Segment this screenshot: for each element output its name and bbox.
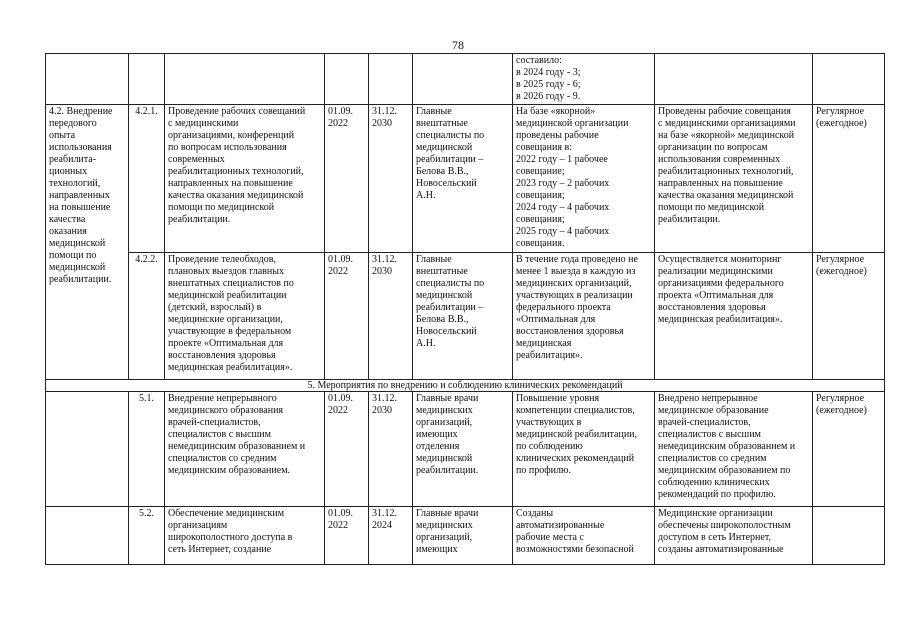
cell-line: автоматизированные xyxy=(516,520,605,531)
cell-line: помощи по xyxy=(49,250,97,261)
cell-line: А.Н. xyxy=(416,338,436,349)
section-row xyxy=(46,380,885,392)
cell-line: реабилитации – xyxy=(416,154,484,165)
cell-line: специалистов с высшим xyxy=(658,429,761,440)
cell-line: Главные врачи xyxy=(416,508,479,519)
group-cell xyxy=(46,105,129,380)
num-cell: 4.2.2. xyxy=(129,253,165,380)
cell-line: «Оптимальная для xyxy=(516,314,596,325)
cell-line: (детский, взрослый) в xyxy=(168,302,262,313)
group-cell xyxy=(46,392,129,507)
cell-line: Регулярное xyxy=(816,393,865,404)
cell-line: на базе «якорной» медицинской xyxy=(658,130,795,141)
cell-line: восстановления здоровья xyxy=(168,350,276,361)
cell-line: 2030 xyxy=(372,266,392,277)
end-cell xyxy=(369,54,413,105)
cell-line: реализации медицинскими xyxy=(658,266,773,277)
cell-line: соблюдению клинических xyxy=(658,477,770,488)
cell-line: организации по вопросам xyxy=(658,142,768,153)
cell-line: плановых выездов главных xyxy=(168,266,284,277)
cell-line: на повышение xyxy=(49,202,111,213)
periodicity-cell xyxy=(813,507,885,565)
cell-line: широкополостного доступа в xyxy=(168,532,293,543)
cell-line: врачей-специалистов, xyxy=(658,417,751,428)
cell-line: медицинской организации xyxy=(516,118,629,129)
cell-line: опыта xyxy=(49,130,76,141)
cell-line: качества xyxy=(49,214,86,225)
page-number: 78 xyxy=(452,38,464,52)
cell-line: составило: xyxy=(516,55,562,66)
cell-line: восстановления здоровья xyxy=(516,326,624,337)
table-row xyxy=(46,253,885,380)
periodicity-cell xyxy=(813,105,885,253)
end-cell xyxy=(369,105,413,253)
start-cell xyxy=(325,507,369,565)
cell-line: доступом в сеть Интернет, xyxy=(658,532,771,543)
cell-line: Проведение телеобходов, xyxy=(168,254,276,265)
cell-line: использования современных xyxy=(658,154,781,165)
responsible-cell xyxy=(413,253,513,380)
cell-line: восстановления здоровья xyxy=(658,302,766,313)
cell-line: медицинским образованием по xyxy=(658,465,791,476)
result-cell xyxy=(513,105,655,253)
cell-line: 2022 xyxy=(328,405,348,416)
cell-line: Белова В.В., xyxy=(416,314,469,325)
cell-line: клинических рекомендаций xyxy=(516,453,635,464)
cell-line: имеющих xyxy=(416,429,458,440)
cell-line: немедицинским образованием и xyxy=(168,441,306,452)
cell-line: проекта «Оптимальная для xyxy=(658,290,774,301)
cell-line: 31.12. xyxy=(372,508,397,519)
cell-line: 01.09. xyxy=(328,393,353,404)
cell-line: медицинских xyxy=(416,520,473,531)
cell-line: в 2024 году - 3; xyxy=(516,67,581,78)
cell-line: реабилитации. xyxy=(416,465,479,476)
cell-line: Внедрено непрерывное xyxy=(658,393,758,404)
responsible-cell xyxy=(413,54,513,105)
cell-line: реабилитационных технологий, xyxy=(658,166,794,177)
cell-line: медицинское образование xyxy=(658,405,769,416)
result-cell xyxy=(513,507,655,565)
cell-line: медицинских организаций, xyxy=(516,278,632,289)
plan-table xyxy=(45,53,885,565)
num-cell: 4.2.1. xyxy=(129,105,165,253)
cell-line: 2023 году – 2 рабочих xyxy=(516,178,610,189)
cell-line: использования xyxy=(49,142,112,153)
cell-line: Обеспечение медицинским xyxy=(168,508,285,519)
cell-line: 31.12. xyxy=(372,393,397,404)
result-cell xyxy=(513,253,655,380)
cell-line: реабилитации. xyxy=(49,274,112,285)
cell-line: Медицинские организации xyxy=(658,508,773,519)
cell-line: 2030 xyxy=(372,118,392,129)
outcome-cell xyxy=(655,392,813,507)
cell-line: Повышение уровня xyxy=(516,393,600,404)
end-cell xyxy=(369,392,413,507)
cell-line: реабилита- xyxy=(49,154,97,165)
cell-line: Главные врачи xyxy=(416,393,479,404)
cell-line: 01.09. xyxy=(328,254,353,265)
measure-cell xyxy=(165,253,325,380)
measure-cell xyxy=(165,392,325,507)
cell-line: (ежегодное) xyxy=(816,118,867,129)
cell-line: Главные xyxy=(416,254,452,265)
cell-line: медицинская xyxy=(516,338,572,349)
cell-line: помощи по медицинской xyxy=(658,202,765,213)
table-row xyxy=(46,392,885,507)
cell-line: проекте «Оптимальная для xyxy=(168,338,284,349)
cell-line: отделения xyxy=(416,441,460,452)
cell-line: совещания. xyxy=(516,238,565,249)
cell-line: 01.09. xyxy=(328,508,353,519)
cell-line: сеть Интернет, создание xyxy=(168,544,272,555)
result-cell xyxy=(513,54,655,105)
cell-line: Новосельский xyxy=(416,178,477,189)
cell-line: проведены рабочие xyxy=(516,130,599,141)
responsible-cell xyxy=(413,392,513,507)
cell-line: реабилитационных технологий, xyxy=(168,166,304,177)
cell-line: 31.12. xyxy=(372,106,397,117)
cell-line: (ежегодное) xyxy=(816,266,867,277)
measure-cell xyxy=(165,105,325,253)
cell-line: специалисты по xyxy=(416,130,485,141)
table-row xyxy=(46,54,885,105)
cell-line: медицинская реабилитация». xyxy=(658,314,783,325)
cell-line: по вопросам использования xyxy=(168,142,287,153)
result-cell xyxy=(513,392,655,507)
cell-line: качества оказания медицинской xyxy=(658,190,794,201)
cell-line: участвующие в федеральном xyxy=(168,326,292,337)
cell-line: технологий, xyxy=(49,178,101,189)
cell-line: 2025 году – 4 рабочих xyxy=(516,226,610,237)
group-cell xyxy=(46,507,129,565)
cell-line: организациям xyxy=(168,520,228,531)
periodicity-cell xyxy=(813,54,885,105)
periodicity-cell xyxy=(813,253,885,380)
cell-line: обеспечены широкополостным xyxy=(658,520,791,531)
cell-line: реабилитации – xyxy=(416,302,484,313)
cell-line: направленных на повышение xyxy=(168,178,293,189)
cell-line: 2030 xyxy=(372,405,392,416)
cell-line: 2022 xyxy=(328,118,348,129)
start-cell xyxy=(325,253,369,380)
cell-line: медицинских xyxy=(416,405,473,416)
end-cell xyxy=(369,253,413,380)
periodicity-cell xyxy=(813,392,885,507)
cell-line: немедицинским образованием и xyxy=(658,441,796,452)
cell-line: организациями федерального xyxy=(658,278,784,289)
start-cell xyxy=(325,392,369,507)
cell-line: современных xyxy=(168,154,225,165)
cell-line: 2022 xyxy=(328,520,348,531)
cell-line: участвующих в реализации xyxy=(516,290,633,301)
table-row xyxy=(46,105,885,253)
outcome-cell xyxy=(655,105,813,253)
cell-line: совещание; xyxy=(516,166,565,177)
cell-line: рекомендаций по профилю. xyxy=(658,489,776,500)
cell-line: Новосельский xyxy=(416,326,477,337)
responsible-cell xyxy=(413,507,513,565)
cell-line: помощи по медицинской xyxy=(168,202,275,213)
start-cell xyxy=(325,54,369,105)
cell-line: направленных xyxy=(49,190,110,201)
outcome-cell xyxy=(655,253,813,380)
cell-line: ционных xyxy=(49,166,88,177)
table-row xyxy=(46,507,885,565)
cell-line: организациями, конференций xyxy=(168,130,295,141)
cell-line: медицинской реабилитации, xyxy=(516,429,638,440)
cell-line: качества оказания медицинской xyxy=(168,190,304,201)
cell-line: направленных на повышение xyxy=(658,178,783,189)
cell-line: 2022 году – 1 рабочее xyxy=(516,154,608,165)
cell-line: медицинского образования xyxy=(168,405,284,416)
cell-line: 2024 году – 4 рабочих xyxy=(516,202,610,213)
cell-line: медицинские организации, xyxy=(168,314,283,325)
section-title: 5. Мероприятия по внедрению и соблюдению клинических рекомендаций xyxy=(46,380,885,392)
cell-line: созданы автоматизированные xyxy=(658,544,784,555)
cell-line: 4.2. Внедрение xyxy=(49,106,113,117)
cell-line: медицинским образованием. xyxy=(168,465,291,476)
cell-line: по соблюдению xyxy=(516,441,583,452)
start-cell xyxy=(325,105,369,253)
cell-line: внештатные xyxy=(416,266,468,277)
cell-line: специалистов со средним xyxy=(658,453,767,464)
cell-line: Внедрение непрерывного xyxy=(168,393,277,404)
responsible-cell xyxy=(413,105,513,253)
cell-line: реабилитация». xyxy=(516,350,583,361)
cell-line: организаций, xyxy=(416,532,473,543)
cell-line: менее 1 выезда в каждую из xyxy=(516,266,636,277)
cell-line: с медицинскими xyxy=(168,118,239,129)
cell-line: в 2025 году - 6; xyxy=(516,79,581,90)
cell-line: Осуществляется мониторинг xyxy=(658,254,782,265)
cell-line: медицинской xyxy=(49,238,106,249)
cell-line: совещания в: xyxy=(516,142,572,153)
cell-line: Проведение рабочих совещаний xyxy=(168,106,306,117)
cell-line: медицинской xyxy=(416,290,473,301)
cell-line: медицинской xyxy=(49,262,106,273)
cell-line: реабилитации. xyxy=(658,214,721,225)
cell-line: Регулярное xyxy=(816,254,865,265)
cell-line: возможностями безопасной xyxy=(516,544,634,555)
cell-line: совещания; xyxy=(516,190,565,201)
cell-line: (ежегодное) xyxy=(816,405,867,416)
cell-line: участвующих в xyxy=(516,417,582,428)
cell-line: 31.12. xyxy=(372,254,397,265)
cell-line: медицинской xyxy=(416,142,473,153)
cell-line: На базе «якорной» xyxy=(516,106,596,117)
cell-line: медицинской xyxy=(416,453,473,464)
outcome-cell xyxy=(655,54,813,105)
num-cell: 5.1. xyxy=(129,392,165,507)
num-cell: 5.2. xyxy=(129,507,165,565)
group-cell xyxy=(46,54,129,105)
cell-line: реабилитации. xyxy=(168,214,231,225)
cell-line: специалистов со средним xyxy=(168,453,277,464)
cell-line: А.Н. xyxy=(416,190,436,201)
cell-line: имеющих xyxy=(416,544,458,555)
cell-line: Созданы xyxy=(516,508,554,519)
cell-line: компетенции специалистов, xyxy=(516,405,635,416)
cell-line: Главные xyxy=(416,106,452,117)
end-cell xyxy=(369,507,413,565)
measure-cell xyxy=(165,54,325,105)
cell-line: рабочие места с xyxy=(516,532,584,543)
cell-line: 2024 xyxy=(372,520,392,531)
cell-line: внештатных специалистов по xyxy=(168,278,294,289)
cell-line: специалистов с высшим xyxy=(168,429,271,440)
cell-line: медицинская реабилитация». xyxy=(168,362,293,373)
cell-line: специалисты по xyxy=(416,278,485,289)
outcome-cell xyxy=(655,507,813,565)
cell-line: оказания xyxy=(49,226,87,237)
cell-line: совещания; xyxy=(516,214,565,225)
cell-line: Регулярное xyxy=(816,106,865,117)
cell-line: передового xyxy=(49,118,97,129)
cell-line: Проведены рабочие совещания xyxy=(658,106,791,117)
cell-line: Белова В.В., xyxy=(416,166,469,177)
cell-line: внештатные xyxy=(416,118,468,129)
cell-line: с медицинскими организациями xyxy=(658,118,796,129)
cell-line: организаций, xyxy=(416,417,473,428)
cell-line: по профилю. xyxy=(516,465,571,476)
cell-line: медицинской реабилитации xyxy=(168,290,287,301)
cell-line: В течение года проведено не xyxy=(516,254,638,265)
cell-line: в 2026 году - 9. xyxy=(516,91,581,102)
cell-line: федерального проекта xyxy=(516,302,611,313)
cell-line: врачей-специалистов, xyxy=(168,417,261,428)
num-cell xyxy=(129,54,165,105)
measure-cell xyxy=(165,507,325,565)
cell-line: 2022 xyxy=(328,266,348,277)
cell-line: 01.09. xyxy=(328,106,353,117)
